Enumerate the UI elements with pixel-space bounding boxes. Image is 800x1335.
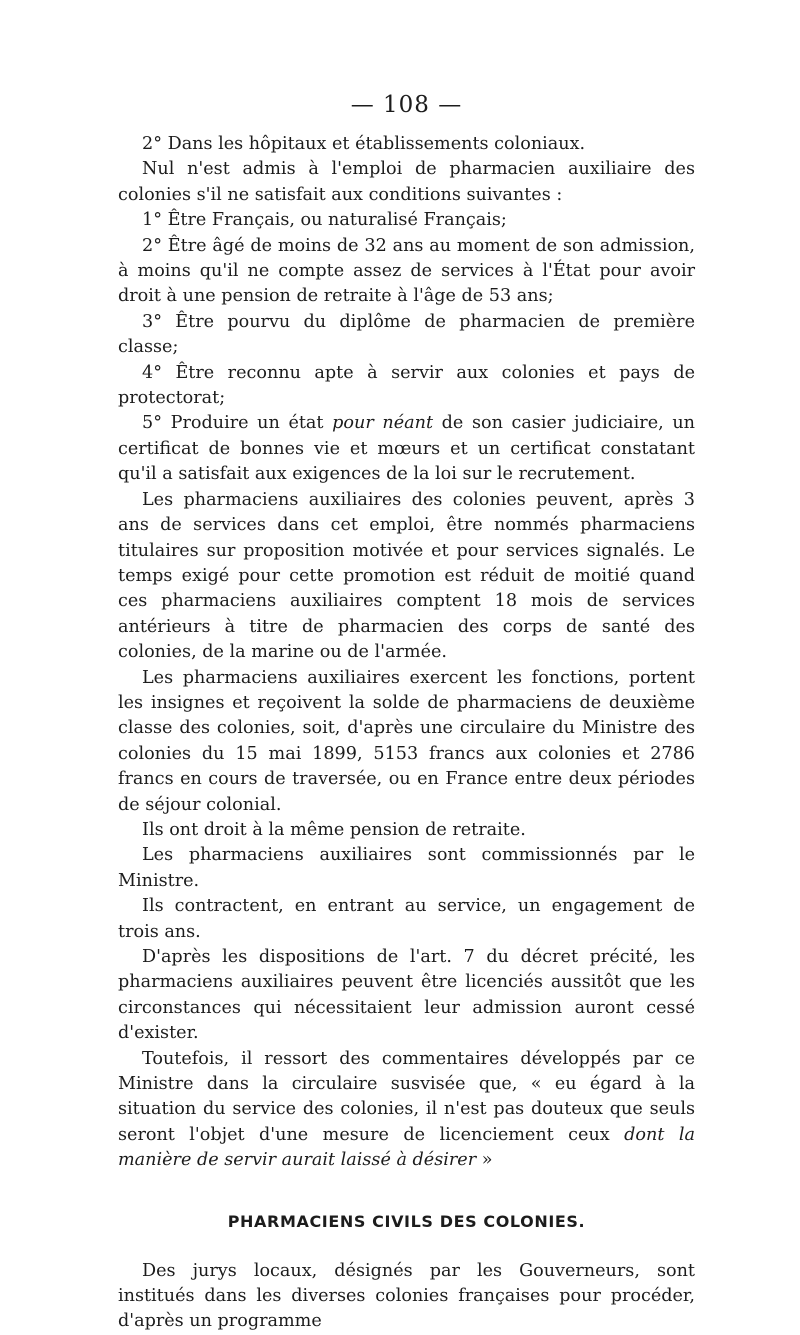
italic-pour-neant: pour néant	[332, 413, 434, 434]
paragraph-dismissal: D'après les dispositions de l'art. 7 du décret précité, les pharmaciens auxiliaires peuvent être licenciés aussitôt que les circonstances qui nécessitaient leur admission auront cessé d'exister.	[118, 947, 695, 1044]
paragraph-hospitals: 2° Dans les hôpitaux et établissements coloniaux.	[142, 134, 586, 154]
condition-diploma: 3° Être pourvu du diplôme de pharmacien de première classe;	[118, 311, 695, 358]
condition-aptitude: 4° Être reconnu apte à servir aux colonies et pays de protectorat;	[118, 362, 695, 409]
condition-criminal-record-end: de son casier judiciaire, un certificat de bonnes vie et mœurs et un certificat constatant qu'il a satisfait aux exigences de la loi sur le recrutement.	[118, 413, 696, 485]
paragraph-admission-intro: Nul n'est admis à l'emploi de pharmacien auxiliaire des colonies s'il ne satisfait aux conditions suivantes :	[118, 159, 695, 205]
paragraph-functions-salary: Les pharmaciens auxiliaires exercent les fonctions, portent les insignes et reçoivent la solde de pharmaciens de deuxième classe des colonies, soit, d'après une circulaire du Ministre des colonies du 15 mai 1899, 5153 francs aux colonies et 2786 francs en cours de traversée, ou en France entre deux périodes de séjour colonial.	[118, 667, 695, 815]
circular-quote-end: »	[476, 1150, 493, 1171]
document-page	[118, 92, 695, 1335]
closing-text	[118, 1259, 695, 1335]
condition-criminal-record-start: 5° Produire un état	[142, 413, 333, 434]
italic-quote: dont la manière de servir aurait laissé à désirer	[118, 1124, 695, 1171]
paragraph-pension: Ils ont droit à la même pension de retraite.	[142, 819, 526, 840]
paragraph-commission: Les pharmaciens auxiliaires sont commissionnés par le Ministre.	[118, 845, 695, 891]
condition-age: 2° Être âgé de moins de 32 ans au moment de son admission, à moins qu'il ne compte assez de services à l'État pour avoir droit à une pension de retraite à l'âge de 53 ans;	[118, 235, 695, 307]
condition-criminal-record	[118, 411, 695, 487]
paragraph-engagement: Ils contractent, en entrant au service, un engagement de trois ans.	[118, 896, 695, 942]
body-text	[118, 132, 695, 1174]
circular-quote-start: Toutefois, il ressort des commentaires développés par ce Ministre dans la circulaire susvisée que, « eu égard à la situation du service des colonies, il n'est pas douteux que seuls seront l'objet d'une mesure de licenciement ceux	[118, 1048, 695, 1145]
paragraph-local-juries: Des jurys locaux, désignés par les Gouverneurs, sont institués dans les diverses colonies françaises pour procéder, d'après un programme	[118, 1260, 695, 1332]
condition-nationality: 1° Être Français, ou naturalisé Français;	[142, 210, 507, 231]
paragraph-promotion: Les pharmaciens auxiliaires des colonies peuvent, après 3 ans de services dans cet emploi, être nommés pharmaciens titulaires sur proposition motivée et pour services signalés. Le temps exigé pour cette promotion est réduit de moitié quand ces pharmaciens auxiliaires comptent 18 mois de services antérieurs à titre de pharmacien des corps de santé des colonies, de la marine ou de l'armée.	[118, 489, 695, 663]
section-heading: PHARMACIENS CIVILS DES COLONIES.	[227, 1211, 586, 1231]
paragraph-circular-quote	[118, 1047, 695, 1174]
page-number: — 108 —	[350, 92, 463, 118]
